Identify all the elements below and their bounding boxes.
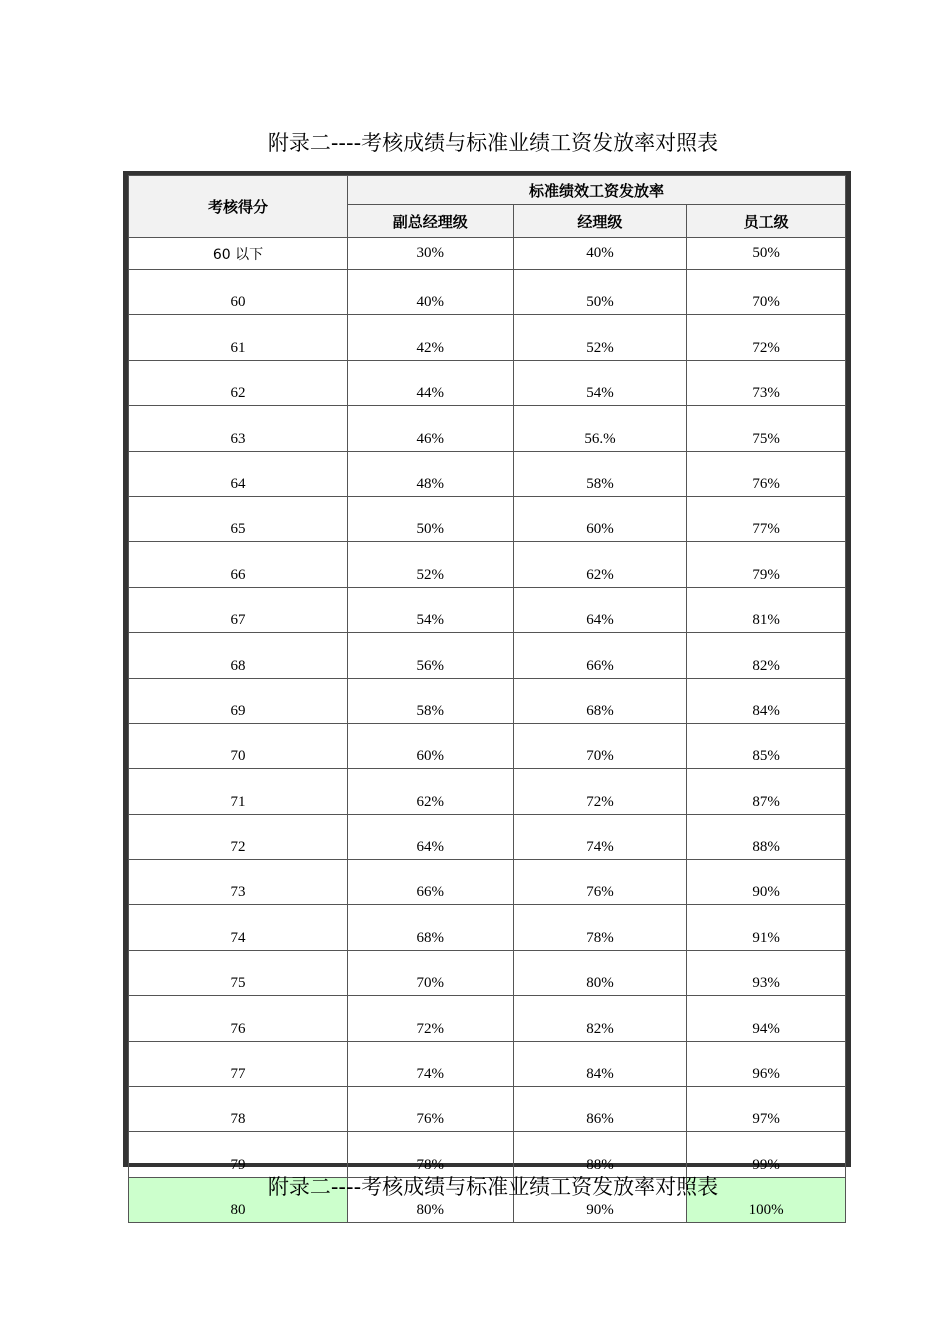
manager-rate-cell: 50%	[513, 270, 687, 315]
score-cell: 79	[129, 1132, 348, 1177]
table-body	[129, 238, 846, 1223]
manager-rate-cell: 60%	[513, 496, 687, 541]
col-header-vp: 副总经理级	[347, 205, 513, 238]
vp-rate-cell: 58%	[347, 678, 513, 723]
footer-title: 附录二----考核成绩与标准业绩工资发放率对照表	[267, 1175, 719, 1199]
score-cell: 77	[129, 1041, 348, 1086]
score-header: 考核得分	[129, 176, 348, 238]
score-cell: 69	[129, 678, 348, 723]
vp-rate-cell: 62%	[347, 769, 513, 814]
table-row	[129, 905, 846, 950]
manager-rate-cell: 52%	[513, 315, 687, 360]
vp-rate-cell: 48%	[347, 451, 513, 496]
staff-rate-cell: 91%	[687, 905, 846, 950]
vp-rate-cell: 68%	[347, 905, 513, 950]
staff-rate-cell: 72%	[687, 315, 846, 360]
score-cell: 63	[129, 406, 348, 451]
score-cell: 74	[129, 905, 348, 950]
table-row	[129, 542, 846, 587]
manager-rate-cell: 70%	[513, 723, 687, 768]
col-header-staff: 员工级	[687, 205, 846, 238]
vp-rate-cell: 30%	[347, 238, 513, 270]
col-header-manager: 经理级	[513, 205, 687, 238]
staff-rate-cell: 75%	[687, 406, 846, 451]
score-cell: 67	[129, 587, 348, 632]
manager-rate-cell: 88%	[513, 1132, 687, 1177]
manager-rate-cell: 86%	[513, 1087, 687, 1132]
vp-rate-cell: 72%	[347, 996, 513, 1041]
vp-rate-cell: 40%	[347, 270, 513, 315]
table-row	[129, 587, 846, 632]
staff-rate-cell: 81%	[687, 587, 846, 632]
vp-rate-cell: 44%	[347, 360, 513, 405]
score-cell: 76	[129, 996, 348, 1041]
table-row	[129, 860, 846, 905]
vp-rate-cell: 76%	[347, 1087, 513, 1132]
score-cell: 70	[129, 723, 348, 768]
table-row	[129, 769, 846, 814]
staff-rate-cell: 76%	[687, 451, 846, 496]
manager-rate-cell: 66%	[513, 633, 687, 678]
rate-table	[128, 175, 846, 1223]
score-cell: 62	[129, 360, 348, 405]
staff-rate-cell: 97%	[687, 1087, 846, 1132]
table-row	[129, 451, 846, 496]
staff-rate-cell: 85%	[687, 723, 846, 768]
manager-rate-cell: 74%	[513, 814, 687, 859]
staff-rate-cell: 50%	[687, 238, 846, 270]
table-row	[129, 814, 846, 859]
staff-rate-cell: 94%	[687, 996, 846, 1041]
vp-rate-cell: 54%	[347, 587, 513, 632]
vp-rate-cell: 42%	[347, 315, 513, 360]
staff-rate-cell: 88%	[687, 814, 846, 859]
manager-rate-cell: 84%	[513, 1041, 687, 1086]
manager-rate-cell: 90%	[513, 1177, 687, 1222]
table-row	[129, 996, 846, 1041]
score-cell: 72	[129, 814, 348, 859]
manager-rate-cell: 72%	[513, 769, 687, 814]
vp-rate-cell: 52%	[347, 542, 513, 587]
manager-rate-cell: 80%	[513, 950, 687, 995]
score-cell: 65	[129, 496, 348, 541]
vp-rate-cell: 46%	[347, 406, 513, 451]
table-row	[129, 678, 846, 723]
staff-rate-cell: 77%	[687, 496, 846, 541]
staff-rate-cell: 73%	[687, 360, 846, 405]
score-cell: 61	[129, 315, 348, 360]
staff-rate-cell: 70%	[687, 270, 846, 315]
table-row	[129, 238, 846, 270]
table-row	[129, 950, 846, 995]
score-cell: 73	[129, 860, 348, 905]
vp-rate-cell: 70%	[347, 950, 513, 995]
score-cell: 71	[129, 769, 348, 814]
table-row	[129, 360, 846, 405]
score-cell: 64	[129, 451, 348, 496]
vp-rate-cell: 74%	[347, 1041, 513, 1086]
manager-rate-cell: 58%	[513, 451, 687, 496]
manager-rate-cell: 82%	[513, 996, 687, 1041]
staff-rate-cell: 96%	[687, 1041, 846, 1086]
table-row	[129, 723, 846, 768]
score-cell: 78	[129, 1087, 348, 1132]
table-row	[129, 496, 846, 541]
score-cell: 68	[129, 633, 348, 678]
staff-rate-cell: 99%	[687, 1132, 846, 1177]
table-row	[129, 315, 846, 360]
staff-rate-cell: 100%	[687, 1177, 846, 1222]
score-cell: 60	[129, 270, 348, 315]
table-row	[129, 270, 846, 315]
staff-rate-cell: 87%	[687, 769, 846, 814]
manager-rate-cell: 76%	[513, 860, 687, 905]
staff-rate-cell: 84%	[687, 678, 846, 723]
score-cell: 66	[129, 542, 348, 587]
manager-rate-cell: 78%	[513, 905, 687, 950]
rate-group-header: 标准绩效工资发放率	[347, 176, 845, 205]
manager-rate-cell: 40%	[513, 238, 687, 270]
table-row	[129, 406, 846, 451]
manager-rate-cell: 56.%	[513, 406, 687, 451]
vp-rate-cell: 60%	[347, 723, 513, 768]
staff-rate-cell: 79%	[687, 542, 846, 587]
table-row	[129, 1041, 846, 1086]
table-row	[129, 633, 846, 678]
table-row	[129, 1087, 846, 1132]
vp-rate-cell: 78%	[347, 1132, 513, 1177]
vp-rate-cell: 50%	[347, 496, 513, 541]
staff-rate-cell: 93%	[687, 950, 846, 995]
vp-rate-cell: 56%	[347, 633, 513, 678]
staff-rate-cell: 82%	[687, 633, 846, 678]
manager-rate-cell: 54%	[513, 360, 687, 405]
score-cell: 80	[129, 1177, 348, 1222]
score-cell: 60 以下	[129, 238, 348, 270]
staff-rate-cell: 90%	[687, 860, 846, 905]
score-cell: 75	[129, 950, 348, 995]
manager-rate-cell: 64%	[513, 587, 687, 632]
vp-rate-cell: 64%	[347, 814, 513, 859]
vp-rate-cell: 80%	[347, 1177, 513, 1222]
manager-rate-cell: 62%	[513, 542, 687, 587]
page-title: 附录二----考核成绩与标准业绩工资发放率对照表	[267, 131, 719, 155]
manager-rate-cell: 68%	[513, 678, 687, 723]
vp-rate-cell: 66%	[347, 860, 513, 905]
